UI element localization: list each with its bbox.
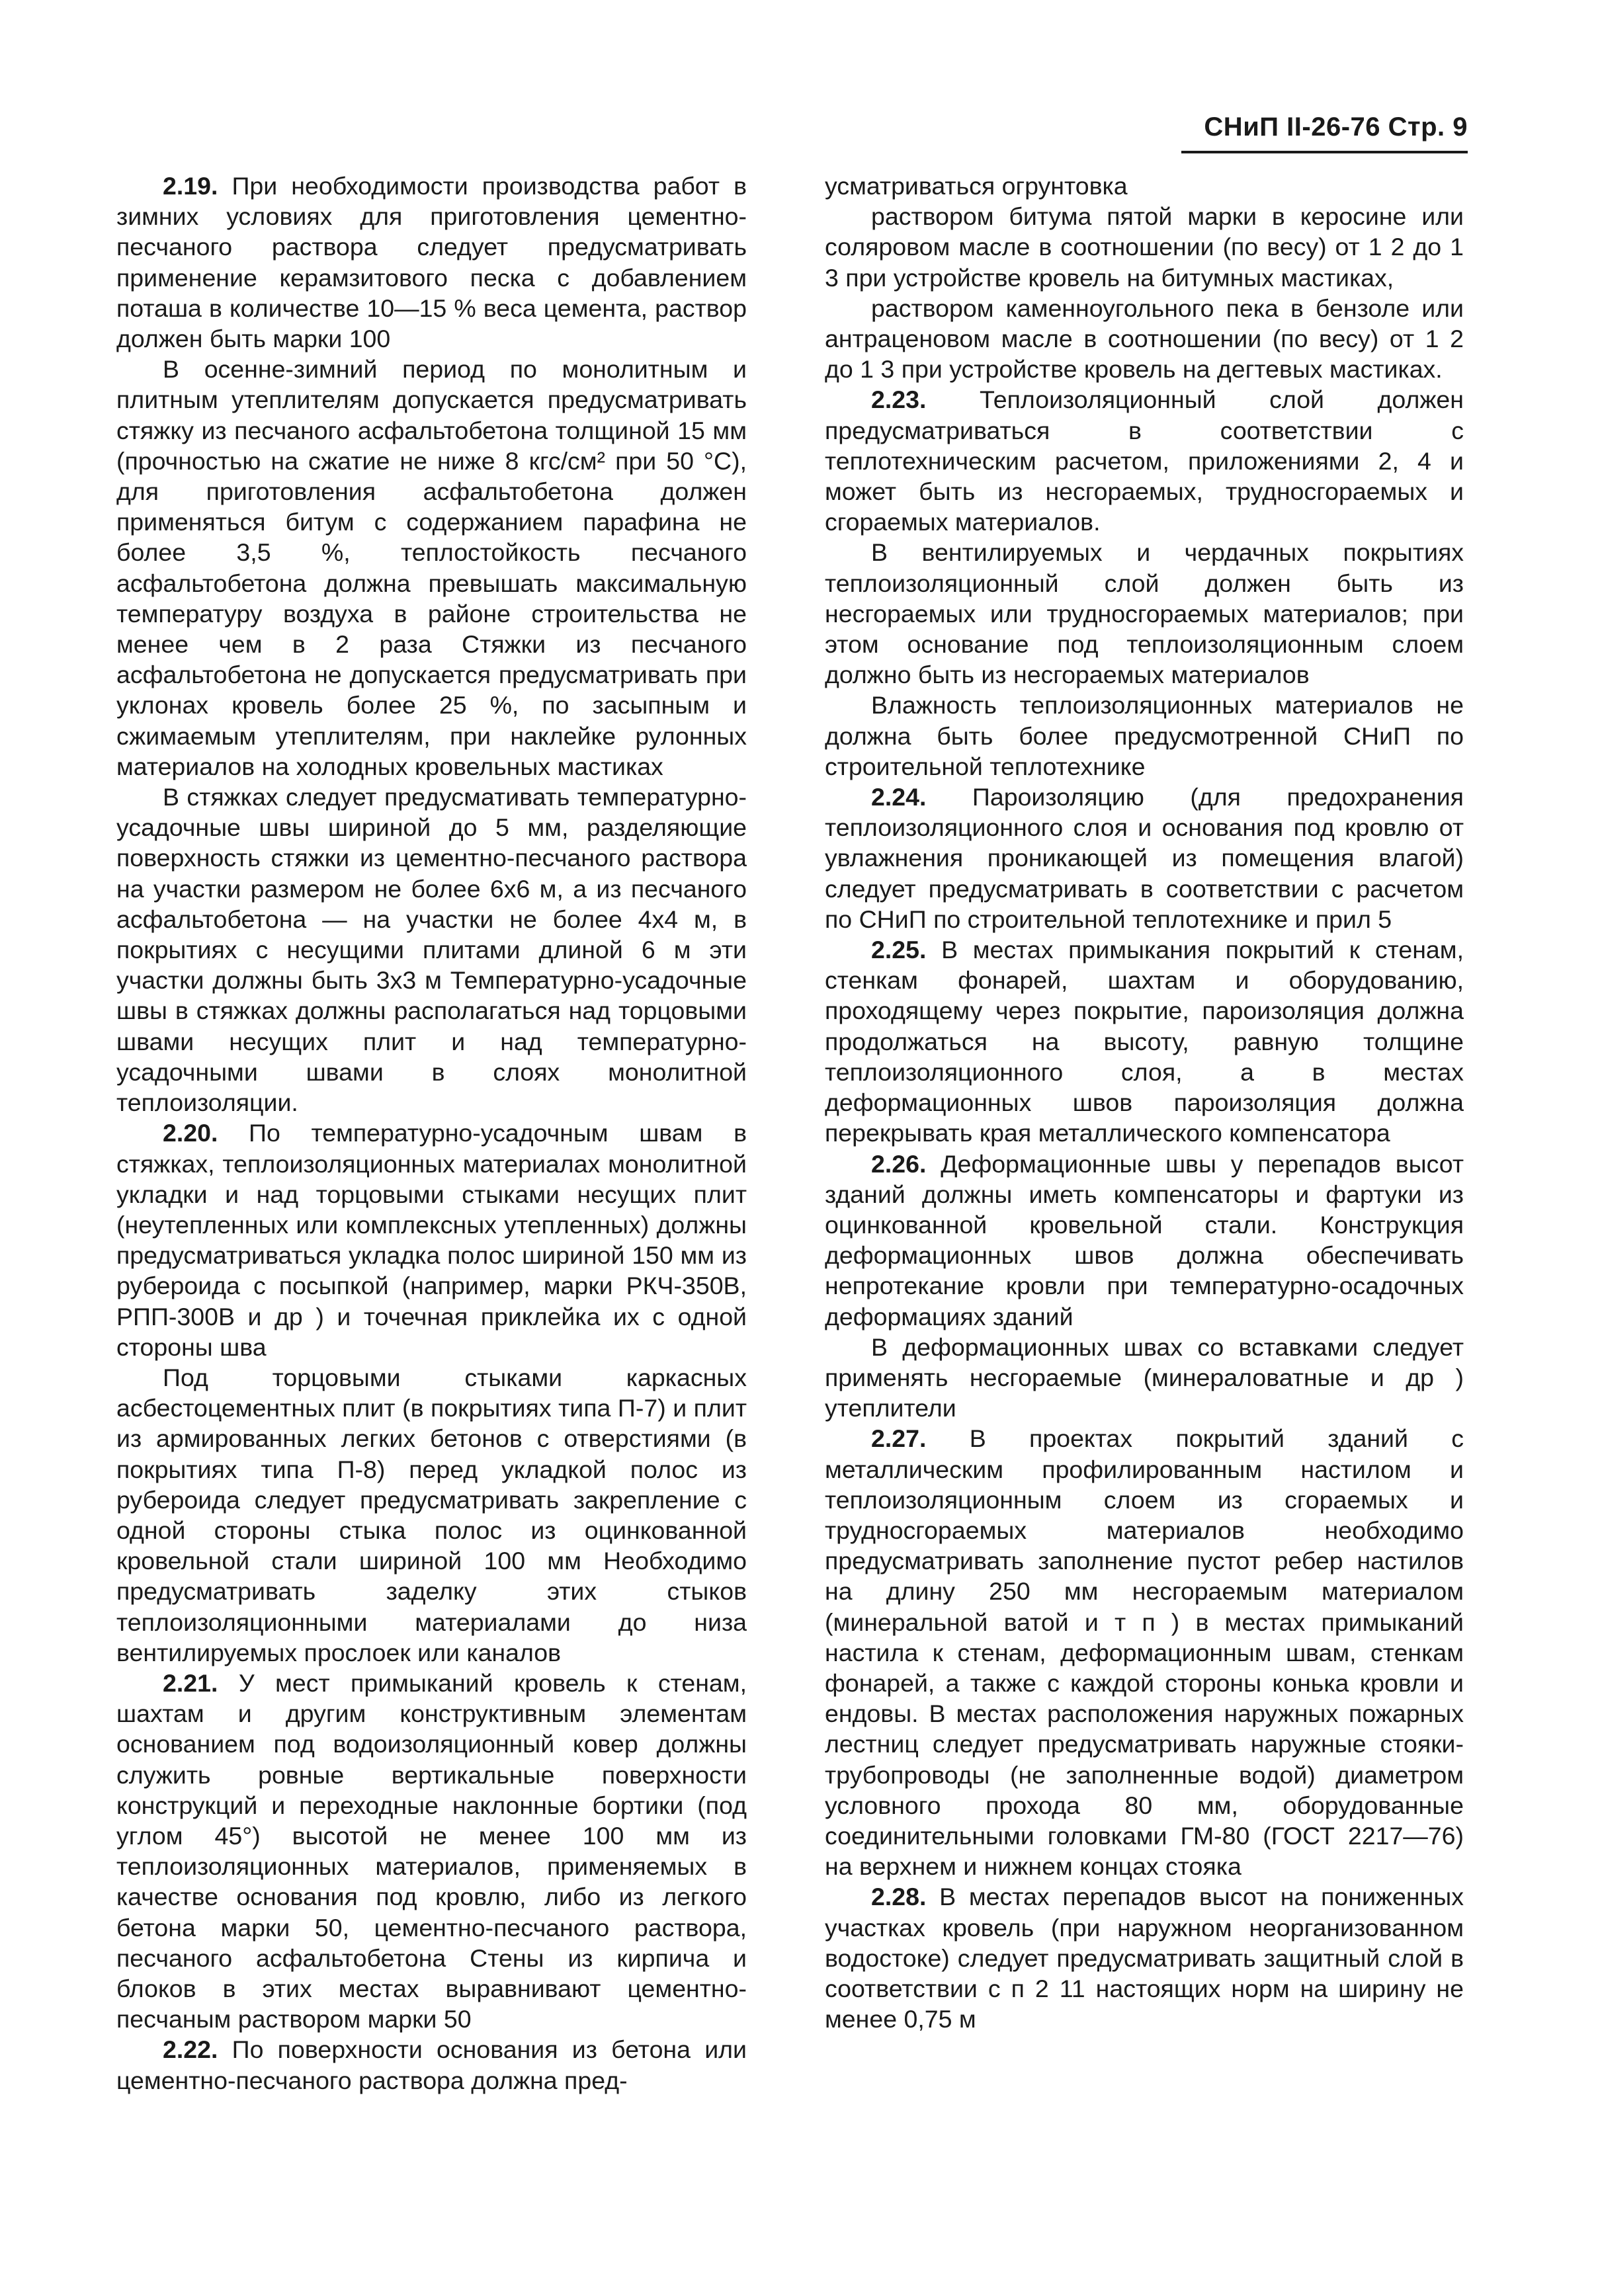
paragraph <box>116 1118 747 1362</box>
paragraph <box>116 1362 747 1668</box>
paragraph <box>825 782 1464 934</box>
paragraph-text: раствором битума пятой марки в керосине или соляровом масле в соотношении (по весу) от 1 2 до 1 3 при устройстве кровель на битумных мастиках, <box>825 202 1464 292</box>
paragraph-text: В деформационных швах со вставками следует применять несгораемые (минераловатные и др ) утеплители <box>825 1332 1464 1422</box>
paragraph-text: В местах перепадов высот на пониженных участках кровель (при наружном неорганизованном водостоке) следует предусматривать защитный слой в соответствии с п 2 11 настоящих норм на ширину не менее 0,75 м <box>825 1883 1464 2033</box>
paragraph <box>825 293 1464 385</box>
paragraph-text: В стяжках следует предусмативать температурно-усадочные швы шириной до 5 мм, разделяющие поверхность стяжки из цементно-песчаного раствора на участки размером не более 6x6 м, а из песчаного асфальтобетона — на участки не более 4x4 м, в покрытиях с несущими плитами длиной 6 м эти участки должны быть 3x3 м Температурно-усадочные швы в стяжках должны располагаться над торцовыми швами несущих плит и над температурно-усадочными швами в слоях монолитной теплоизоляции. <box>116 783 747 1117</box>
paragraph-text: Теплоизоляционный слой должен предусматриваться в соответствии с теплотехническим расчетом, приложениями 2, 4 и может быть из несгораемых, трудносгораемых и сгораемых материалов. <box>825 386 1464 536</box>
paragraph <box>116 782 747 1118</box>
paragraph <box>825 537 1464 690</box>
clause-number: 2.26. <box>871 1149 927 1178</box>
paragraph-text: раствором каменноугольного пека в бензоле или антраценовом масле в соотношении (по весу) от 1 2 до 1 3 при устройстве кровель на дегтевых мастиках. <box>825 294 1464 384</box>
paragraph-text: Влажность теплоизоляционных материалов не должна быть более предусмотренной СНиП по строительной теплотехнике <box>825 691 1464 780</box>
clause-number: 2.19. <box>163 172 218 200</box>
paragraph-text: Пароизоляцию (для предохранения теплоизоляционного слоя и основания под кровлю от увлажнения проникающей из помещения влагой) следует предусматривать в соответствии с расчетом по СНиП по строительной теплотехнике и прил 5 <box>825 783 1464 933</box>
paragraph <box>825 1423 1464 1881</box>
clause-number: 2.20. <box>163 1119 218 1147</box>
paragraph-text: У мест примыканий кровель к стенам, шахтам и другим конструктивным элементам основанием под водоизоляционный ковер должны служить ровные вертикальные поверхности конструкций и переходные наклонные бортики (под углом 45°) высотой не менее 100 мм из теплоизоляционных материалов, применяемых в качестве основания под кровлю, либо из легкого бетона марки 50, цементно-песчаного раствора, песчаного асфальтобетона Стены из кирпича и блоков в этих местах выравнивают цементно-песчаным раствором марки 50 <box>116 1668 747 2033</box>
paragraph-text: Деформационные швы у перепадов высот зданий должны иметь компенсаторы и фартуки из оцинкованной кровельной стали. Конструкция деформационных швов должна обеспечивать непротекание кровли при температурно-осадочных деформациях зданий <box>825 1149 1464 1331</box>
clause-number: 2.23. <box>871 386 927 414</box>
paragraph <box>825 690 1464 782</box>
clause-number: 2.28. <box>871 1883 927 1911</box>
paragraph <box>825 934 1464 1148</box>
paragraph-text: В проектах покрытий зданий с металлическим профилированным настилом и теплоизоляционным слоем из сгораемых и трудносгораемых материалов необходимо предусматривать заполнение пустот ребер настилов на длину 250 мм несгораемым материалом (минеральной ватой и т п ) в местах примыканий настила к стенам, деформационным швам, стенкам фонарей, а также с каждой стороны конька кровли и ендовы. В местах расположения наружных пожарных лестниц следует предусматривать наружные стояки-трубопроводы (не заполненные водой) диаметром условного прохода 80 мм, оборудованные соединительными головками ГМ-80 (ГОСТ 2217—76) на верхнем и нижнем концах стояка <box>825 1424 1464 1881</box>
left-column <box>116 171 747 2221</box>
paragraph <box>825 1881 1464 2034</box>
paragraph <box>116 354 747 782</box>
clause-number: 2.21. <box>163 1668 218 1697</box>
page-header <box>1181 112 1468 153</box>
clause-number: 2.24. <box>871 783 927 811</box>
paragraph <box>825 1332 1464 1424</box>
paragraph <box>825 1149 1464 1332</box>
paragraph-text: По температурно-усадочным швам в стяжках, теплоизоляционных материалах монолитной укладки и над торцовыми стыками несущих плит (неутепленных или комплексных утепленных) должны предусматриваться укладка полос шириной 150 мм из рубероида с посыпкой (например, марки РКЧ-350В, РПП-300В и др ) и точечная приклейка их с одной стороны шва <box>116 1119 747 1361</box>
paragraph <box>116 2034 747 2095</box>
paragraph-text: Под торцовыми стыками каркасных асбестоцементных плит (в покрытиях типа П-7) и плит из армированных легких бетонов с отверстиями (в покрытиях типа П-8) перед укладкой полос из рубероида следует предусматривать закрепление с одной стороны стыка полос из оцинкованной кровельной стали шириной 100 мм Необходимо предусматривать заделку этих стыков теплоизоляционными материалами до низа вентилируемых прослоек или каналов <box>116 1363 747 1666</box>
paragraph-text: усматриваться огрунтовка <box>825 172 1128 200</box>
clause-number: 2.22. <box>163 2035 218 2064</box>
paragraph <box>116 1668 747 2034</box>
paragraph <box>116 171 747 354</box>
clause-number: 2.27. <box>871 1424 927 1453</box>
paragraph-text: В осенне-зимний период по монолитным и плитным утеплителям допускается предусматривать стяжку из песчаного асфальтобетона толщиной 15 мм (прочностью на сжатие не ниже 8 кгс/см² при 50 °С), для приготовления асфальтобетона должен применяться битум с содержанием парафина не более 3,5 %, теплостойкость песчаного асфальтобетона должна превышать максимальную температуру воздуха в районе строительства не менее чем в 2 раза Стяжки из песчаного асфальтобетона не допускается предусматривать при уклонах кровель более 25 %, по засыпным и сжимаемым утеплителям, при наклейке рулонных материалов на холодных кровельных мастиках <box>116 355 747 780</box>
clause-number: 2.25. <box>871 936 927 964</box>
paragraph-text: По поверхности основания из бетона или цементно-песчаного раствора должна пред- <box>116 2035 747 2094</box>
paragraph <box>825 384 1464 537</box>
paragraph-text: В вентилируемых и чердачных покрытиях теплоизоляционный слой должен быть из несгораемых или трудносгораемых материалов; при этом основание под теплоизоляционным слоем должно быть из несгораемых материалов <box>825 538 1464 689</box>
paragraph-text: В местах примыкания покрытий к стенам, стенкам фонарей, шахтам и оборудованию, проходящему через покрытие, пароизоляция должна продолжаться на высоту, равную толщине теплоизоляционного слоя, а в местах деформационных швов пароизоляция должна перекрывать края металлического компенсатора <box>825 936 1464 1147</box>
paragraph <box>825 201 1464 293</box>
paragraph-text: При необходимости производства работ в зимних условиях для приготовления цементно-песчаного раствора следует предусматривать применение керамзитового песка с добавлением поташа в количестве 10—15 % веса цемента, раствор должен быть марки 100 <box>116 172 747 353</box>
right-column <box>825 171 1464 2221</box>
running-title: СНиП II-26-76 Стр. 9 <box>1204 112 1468 142</box>
paragraph <box>825 171 1464 201</box>
